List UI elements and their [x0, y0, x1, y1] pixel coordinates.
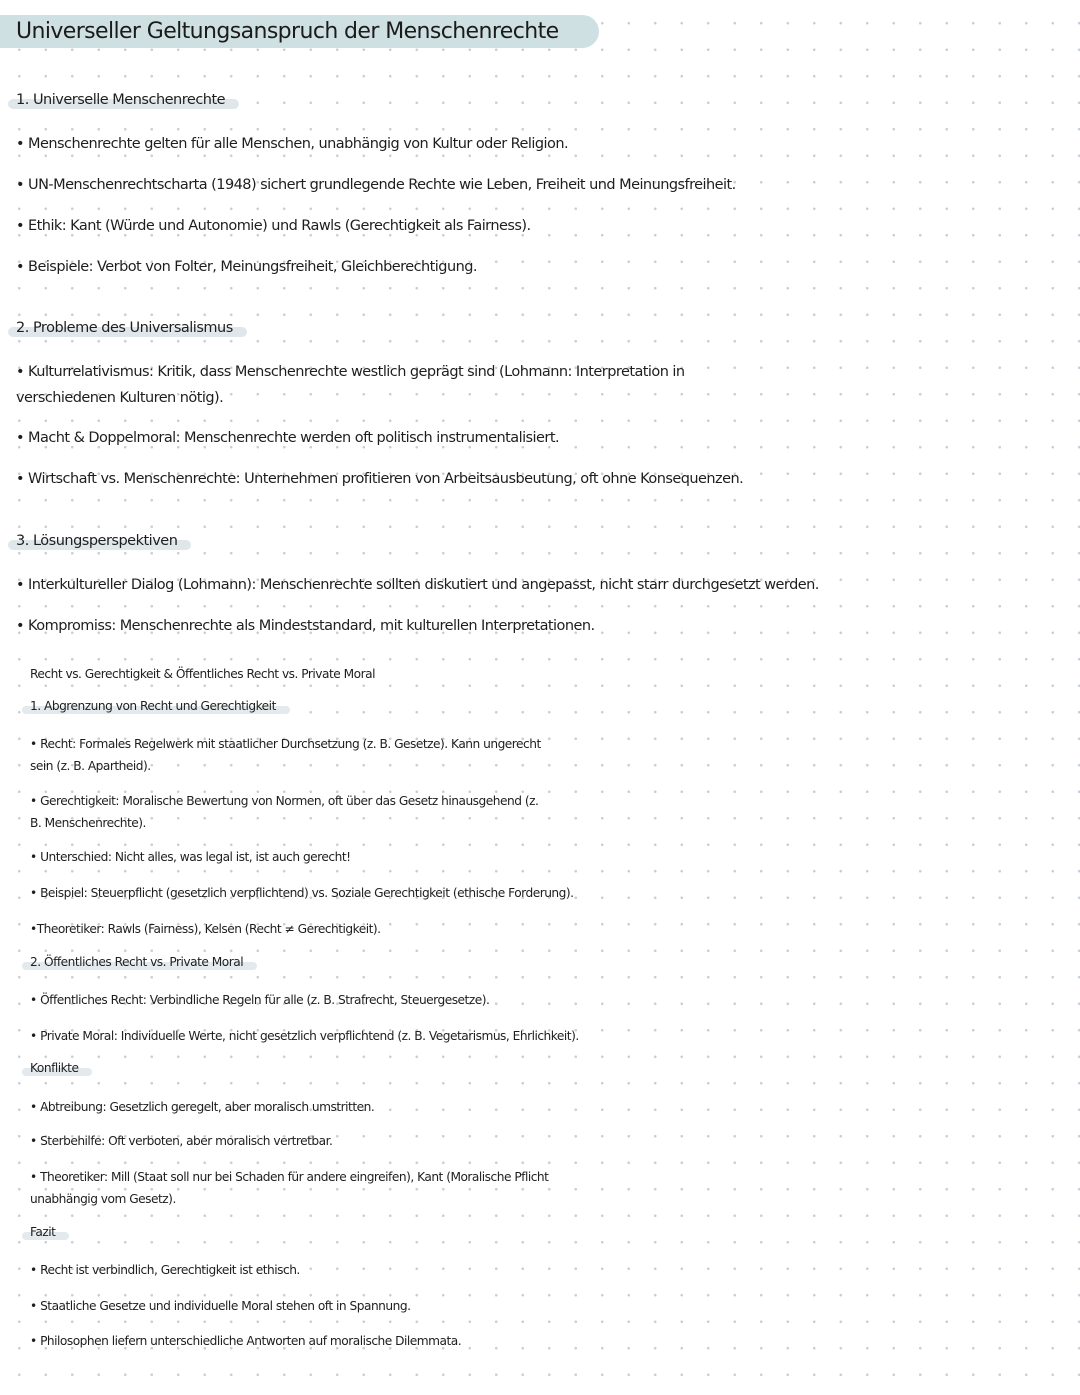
section-heading-3: 3. Lösungsperspektiven: [16, 533, 178, 549]
title-banner: [0, 15, 599, 48]
list-item: • Philosophen liefern unterschiedliche Antworten auf moralische Dilemmata.: [30, 1334, 462, 1348]
subsection-heading-1: 1. Abgrenzung von Recht und Gerechtigkeit: [30, 699, 276, 713]
list-item: • Abtreibung: Gesetzlich geregelt, aber moralisch umstritten.: [30, 1100, 375, 1114]
subsection-heading-conflicts: Konflikte: [30, 1061, 79, 1075]
list-item: • Beispiele: Verbot von Folter, Meinungsfreiheit, Gleichberechtigung.: [16, 259, 477, 275]
list-item: • Beispiel: Steuerpflicht (gesetzlich verpflichtend) vs. Soziale Gerechtigkeit (ethische Forderung).: [30, 886, 574, 900]
list-item: • Recht ist verbindlich, Gerechtigkeit ist ethisch.: [30, 1263, 300, 1277]
list-item: • Staatliche Gesetze und individuelle Moral stehen oft in Spannung.: [30, 1299, 411, 1313]
list-item: • Kompromiss: Menschenrechte als Mindeststandard, mit kulturellen Interpretationen.: [16, 618, 595, 634]
section-heading-1: 1. Universelle Menschenrechte: [16, 92, 226, 108]
list-item: • Wirtschaft vs. Menschenrechte: Unternehmen profitieren von Arbeitsausbeutung, oft ohne Konsequenzen.: [16, 471, 744, 487]
list-item: • Macht & Doppelmoral: Menschenrechte werden oft politisch instrumentalisiert.: [16, 430, 560, 446]
list-item: • Öffentliches Recht: Verbindliche Regeln für alle (z. B. Strafrecht, Steuergesetze).: [30, 993, 490, 1007]
subsection-heading-2: 2. Öffentliches Recht vs. Private Moral: [30, 955, 244, 969]
list-item: • Ethik: Kant (Würde und Autonomie) und Rawls (Gerechtigkeit als Fairness).: [16, 218, 531, 234]
list-item: • Sterbehilfe: Oft verboten, aber moralisch vertretbar.: [30, 1134, 333, 1148]
list-item: • Menschenrechte gelten für alle Menschen, unabhängig von Kultur oder Religion.: [16, 136, 569, 152]
list-item: •Theoretiker: Rawls (Fairness), Kelsen (Recht ≠ Gerechtigkeit).: [30, 922, 381, 936]
list-item: • Kulturrelativismus: Kritik, dass Menschenrechte westlich geprägt sind (Lohmann: Interpretation in verschiedenen Kulturen nötig).: [16, 364, 685, 406]
part2-title: Recht vs. Gerechtigkeit & Öffentliches Recht vs. Private Moral: [30, 667, 375, 681]
list-item: • Recht: Formales Regelwerk mit staatlicher Durchsetzung (z. B. Gesetze). Kann ungerecht sein (z. B. Apartheid).: [30, 737, 541, 773]
section-heading-2: 2. Probleme des Universalismus: [16, 320, 233, 336]
list-item: • Private Moral: Individuelle Werte, nicht gesetzlich verpflichtend (z. B. Vegetarismus, Ehrlichkeit).: [30, 1029, 579, 1043]
list-item: • UN-Menschenrechtscharta (1948) sichert grundlegende Rechte wie Leben, Freiheit und Meinungsfreiheit.: [16, 177, 736, 193]
list-item: • Theoretiker: Mill (Staat soll nur bei Schaden für andere eingreifen), Kant (Moralische Pflicht unabhängig vom Gesetz).: [30, 1170, 549, 1206]
page-title: Universeller Geltungsanspruch der Menschenrechte: [0, 15, 599, 48]
list-item: • Interkultureller Dialog (Lohmann): Menschenrechte sollten diskutiert und angepasst, nicht starr durchgesetzt werden.: [16, 577, 819, 593]
list-item: • Gerechtigkeit: Moralische Bewertung von Normen, oft über das Gesetz hinausgehend (z. B. Menschenrechte).: [30, 794, 539, 830]
subsection-heading-fazit: Fazit: [30, 1225, 56, 1239]
list-item: • Unterschied: Nicht alles, was legal ist, ist auch gerecht!: [30, 850, 351, 864]
